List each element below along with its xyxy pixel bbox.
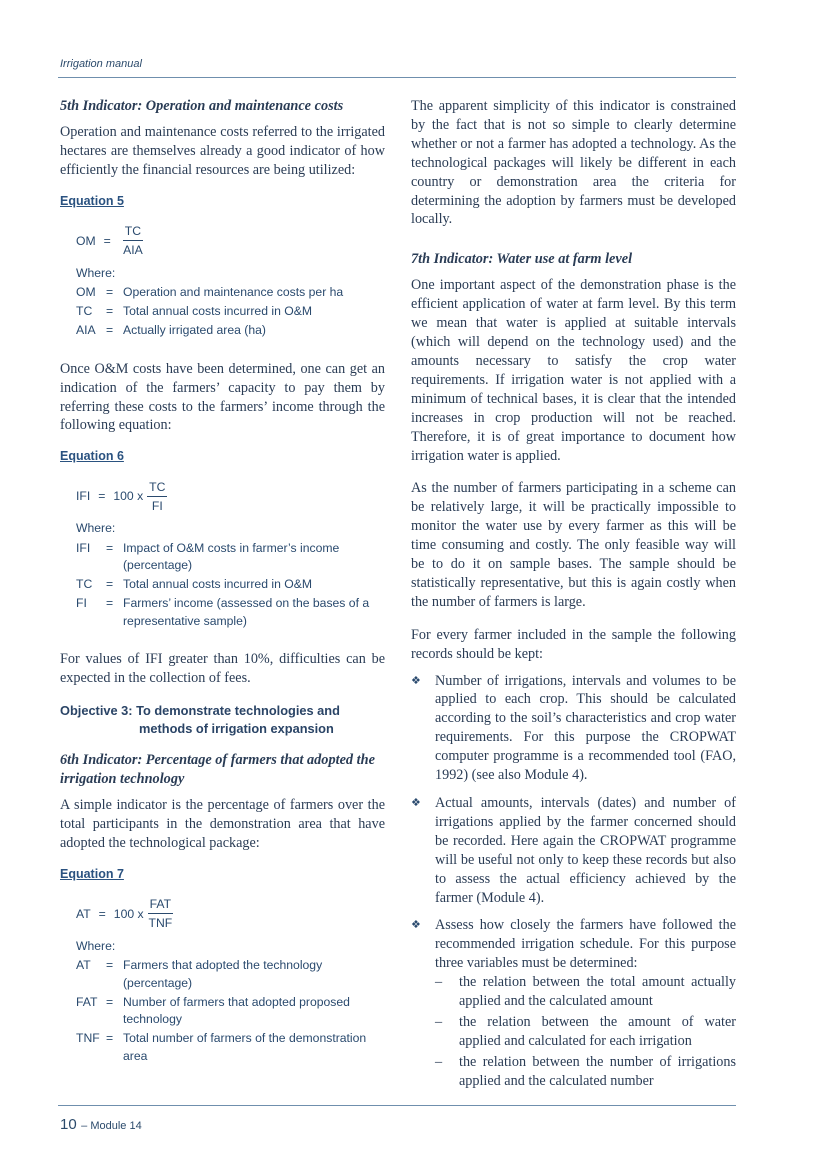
sub-item [435, 1013, 736, 1051]
var-definition: Operation and maintenance costs per ha [123, 285, 344, 300]
var-symbol: TC [76, 577, 93, 592]
equation-6-formula [76, 477, 385, 515]
var-symbol: FI [76, 596, 87, 611]
var-definition: Number of farmers that adopted proposed technology [123, 994, 350, 1027]
equation-6-multiplier: 100 x [113, 489, 144, 504]
var-equals: = [106, 540, 114, 555]
equation-7-title: Equation 7 [60, 866, 124, 881]
equation-5-block [60, 222, 385, 340]
var-definition: Total annual costs incurred in O&M [123, 304, 312, 319]
equation-6-var-row [76, 595, 385, 630]
var-symbol: TC [76, 304, 93, 319]
sub-item-text: the relation between the amount of water applied and calculated for each irrigation [459, 1013, 736, 1049]
bullet-text: Number of irrigations, intervals and volumes to be applied to each crop. This should be calculated according to the soil’s characteristics and crop water requirements. For this purpose the CROPWAT computer programme is a recommended tool (FAO, 1992) (see also Module 4). [435, 672, 736, 784]
simplicity-paragraph: The apparent simplicity of this indicator is constrained by the fact that is not so simple to clearly determine whether or not a farmer has adopted a technology. As the technological packages will likely be different in each country or demonstration area the criteria for determining the adoption by farmers must be developed locally. [411, 98, 736, 228]
equation-6-equals: = [98, 489, 106, 504]
var-equals: = [106, 323, 114, 338]
ifi-paragraph: For values of IFI greater than 10%, difficulties can be expected in the collection of fees. [60, 651, 385, 687]
var-equals: = [106, 596, 114, 611]
dash-bullet-icon: – [435, 1053, 443, 1070]
objective-3-line-2: methods of irrigation expansion [139, 720, 334, 736]
equation-7-multiplier: 100 x [113, 906, 144, 921]
indicator-5-heading: 5th Indicator: Operation and maintenance costs [60, 98, 344, 114]
equation-6-lhs: IFI [76, 489, 91, 504]
var-equals: = [106, 285, 114, 300]
running-header: Irrigation manual [60, 58, 142, 70]
var-symbol: AIA [76, 323, 96, 338]
diamond-bullet-icon: ❖ [411, 796, 421, 809]
equation-6-title: Equation 6 [60, 449, 124, 464]
objective-3-line-1: Objective 3: To demonstrate technologies and [60, 703, 340, 719]
left-column [60, 97, 385, 1085]
equation-5-var-row [76, 322, 385, 340]
module-label: – Module 14 [81, 1120, 142, 1132]
var-symbol: OM [76, 285, 96, 300]
indicator-5-paragraph: Operation and maintenance costs referred to the irrigated hectares are themselves already a good indicator of how efficiently the financial resources are being utilized: [60, 124, 385, 178]
equation-7-numerator: FAT [148, 897, 173, 914]
sub-item-text: the relation between the number of irrigations applied and the calculated number [459, 1053, 736, 1089]
var-equals: = [106, 994, 114, 1009]
equation-7-formula [76, 895, 385, 933]
indicator-6-heading: 6th Indicator: Percentage of farmers that adopted the irrigation technology [60, 752, 375, 788]
sub-item-text: the relation between the total amount actually applied and the calculated amount [459, 974, 736, 1010]
sub-item [435, 1053, 736, 1091]
dash-bullet-icon: – [435, 1013, 443, 1030]
equation-6-where: Where: [76, 521, 116, 536]
dash-bullet-icon: – [435, 974, 443, 991]
var-symbol: AT [76, 958, 91, 973]
equation-7-var-row [76, 994, 385, 1029]
equation-5-where: Where: [76, 265, 116, 280]
sub-item [435, 973, 736, 1011]
equation-5-formula [76, 222, 385, 260]
equation-5-numerator: TC [123, 224, 143, 241]
sub-item-list [435, 973, 736, 1090]
equation-5-lhs: OM [76, 233, 96, 248]
equation-7-var-row [76, 957, 385, 992]
var-definition: Impact of O&M costs in farmer’s income (percentage) [123, 540, 340, 573]
equation-6-var-row [76, 540, 385, 575]
equation-5-title: Equation 5 [60, 193, 124, 208]
bullet-item [411, 672, 736, 785]
equation-7-fraction [148, 897, 173, 930]
var-definition: Total number of farmers of the demonstration area [123, 1031, 367, 1063]
var-symbol: IFI [76, 540, 91, 555]
header-rule [58, 77, 736, 78]
equation-7-block [60, 895, 385, 1066]
sampling-paragraph: As the number of farmers participating in a scheme can be relatively large, it will be practically impossible to monitor the water use by every farmer as this will be time consuming and costly. The only feasible way will be to do it on sample bases. The sample should be statistically representative, but this is again costly when the number of farmers is large. [411, 480, 736, 610]
var-equals: = [106, 1031, 114, 1046]
right-column [411, 97, 736, 1100]
objective-3-heading [60, 702, 385, 737]
equation-7-denominator: TNF [148, 916, 173, 931]
var-definition: Farmers that adopted the technology (percentage) [123, 958, 323, 990]
var-symbol: TNF [76, 1031, 100, 1046]
equation-5-denominator: AIA [123, 243, 143, 258]
indicator-6-paragraph: A simple indicator is the percentage of farmers over the total participants in the demonstration area that have adopted the technological package: [60, 797, 385, 851]
var-definition: Total annual costs incurred in O&M [123, 577, 312, 592]
diamond-bullet-icon: ❖ [411, 673, 421, 687]
water-use-paragraph: One important aspect of the demonstration phase is the efficient application of water at farm level. By this term we mean that water is applied at suitable intervals (which will depend on the technology used) and the amounts necessary to satisfy the crop water requirements. If irrigation water is not applied with a minimum of technical bases, it is clear that the intended increases in crop production will not be reached. Therefore, it is of great importance to document how irrigation water is applied. [411, 277, 736, 464]
page-number: 10 [60, 1116, 77, 1133]
var-definition: Farmers’ income (assessed on the bases of a representative sample) [123, 596, 370, 628]
footer-rule [58, 1105, 736, 1106]
equation-7-where: Where: [76, 938, 116, 953]
equation-6-var-row [76, 576, 385, 594]
var-definition: Actually irrigated area (ha) [123, 323, 266, 338]
bullet-text: Assess how closely the farmers have followed the recommended irrigation schedule. For this purpose three variables must be determined: [435, 917, 736, 972]
equation-5-fraction [123, 224, 143, 257]
equation-5-equals: = [103, 233, 111, 248]
indicator-7-heading: 7th Indicator: Water use at farm level [411, 251, 633, 268]
equation-7-equals: = [98, 906, 106, 921]
var-equals: = [106, 958, 114, 973]
bullet-text: Actual amounts, intervals (dates) and number of irrigations applied by the farmer concerned should be recorded. Here again the CROPWAT programme will be useful not only to keep these records but also to assess the actual efficiency achieved by the farmer (Module 4). [435, 795, 736, 906]
equation-5-var-row [76, 284, 385, 302]
records-paragraph: For every farmer included in the sample the following records should be kept: [411, 626, 736, 662]
var-equals: = [106, 304, 114, 319]
page-footer [60, 1116, 142, 1134]
diamond-bullet-icon: ❖ [411, 918, 421, 932]
records-bullet-list [411, 672, 736, 1091]
equation-6-fraction [147, 480, 167, 513]
equation-5-var-row [76, 303, 385, 321]
var-symbol: FAT [76, 994, 98, 1009]
equation-6-block [60, 477, 385, 630]
var-equals: = [106, 577, 114, 592]
om-costs-paragraph: Once O&M costs have been determined, one can get an indication of the farmers’ capacity to pay them by referring these costs to the farmers’ income through the following equation: [60, 360, 385, 434]
equation-7-lhs: AT [76, 906, 91, 921]
bullet-item [411, 794, 736, 907]
equation-6-denominator: FI [151, 498, 163, 513]
bullet-item [411, 916, 736, 1090]
equation-6-numerator: TC [147, 480, 167, 497]
equation-7-var-row [76, 1030, 385, 1065]
